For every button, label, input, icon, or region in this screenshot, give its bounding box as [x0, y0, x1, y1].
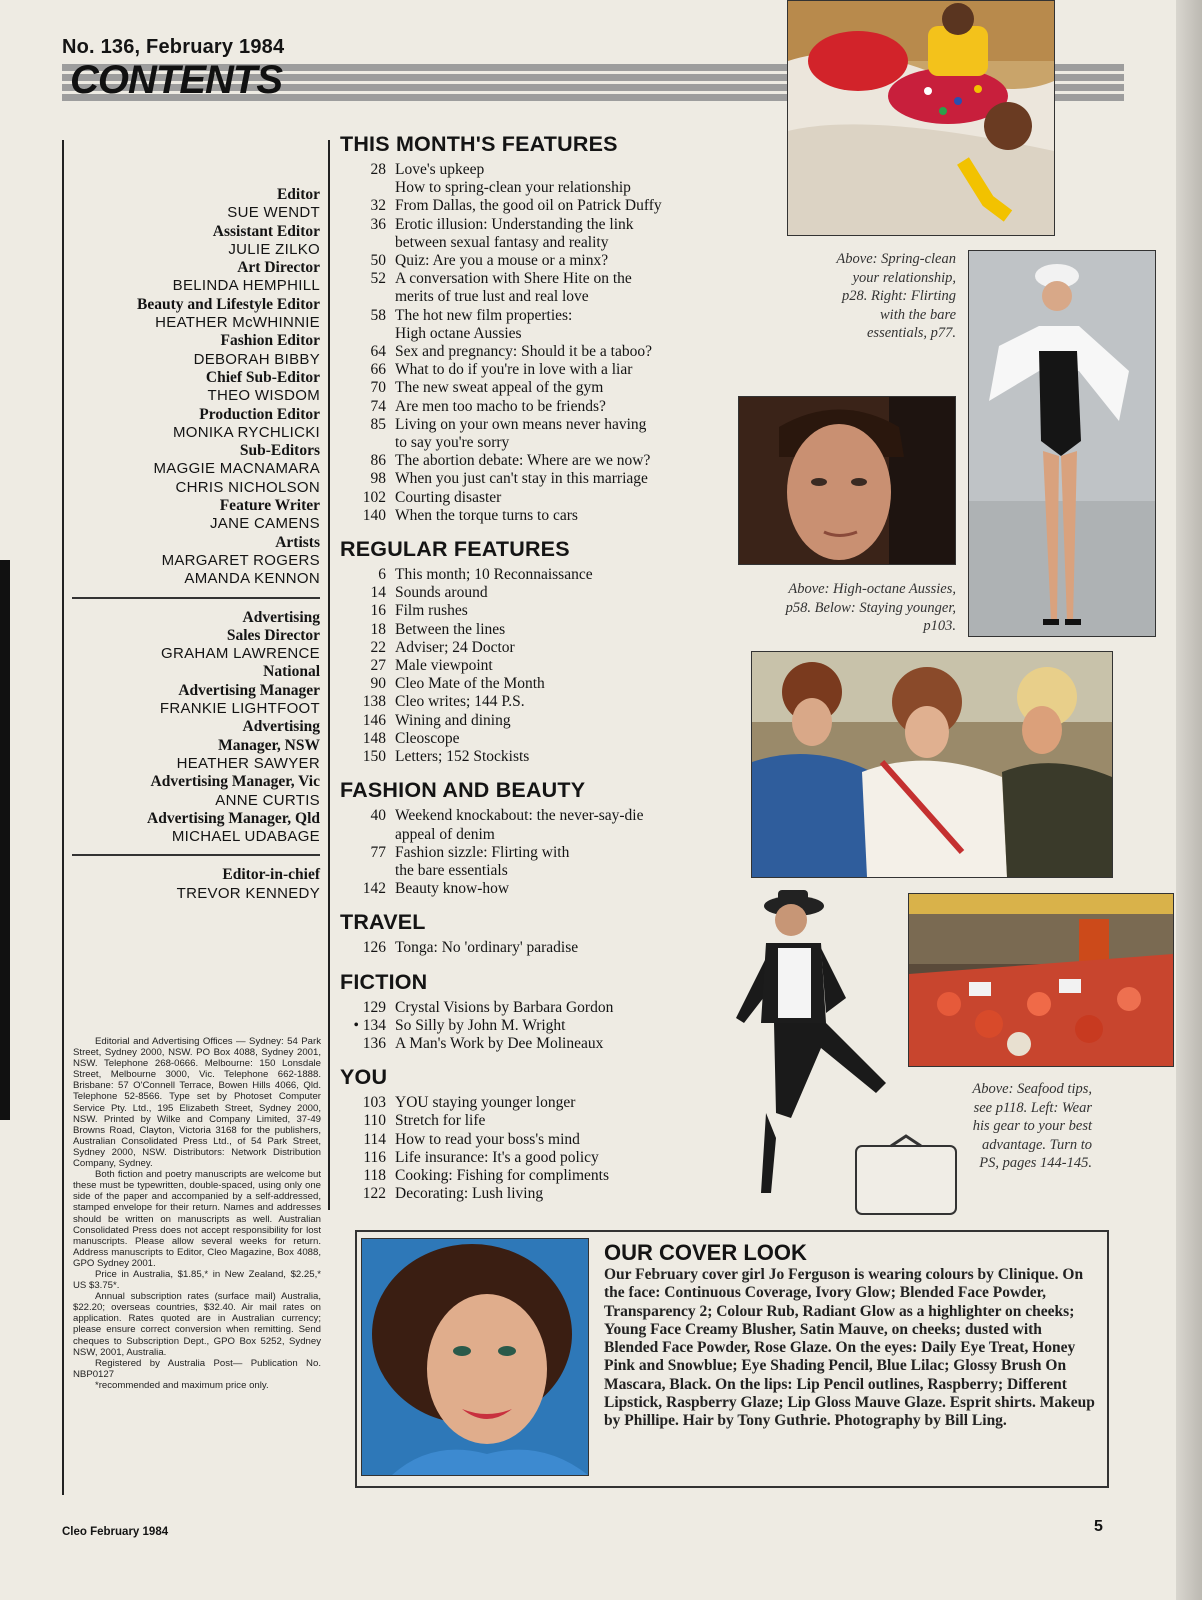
item-title-line: Sounds around: [395, 584, 488, 602]
section-title: REGULAR FEATURES: [340, 537, 570, 562]
item-title-line: Cleo writes; 144 P.S.: [395, 693, 525, 711]
credit-role: Sub-Editors: [239, 442, 320, 460]
offices-paragraph: Both fiction and poetry manuscripts are welcome but these must be typewritten, double-spaced, using only one side of the paper and accompanied by a self-addressed, stamped envelope for their return. Names and addresses should be written on manuscripts as well. Australian Consolidated Press does not accept responsibility for lost manuscripts. Please allow several weeks for return. Address manuscripts to Editor, Cleo Magazine, Box 4088, GPO Sydney 2001.: [73, 1169, 321, 1269]
item-title: [395, 1017, 740, 1035]
item-page-number: 148: [362, 729, 386, 747]
item-page-number: 140: [362, 506, 386, 524]
offices-small-print: [73, 1036, 321, 1391]
item-page-number: 110: [363, 1112, 386, 1130]
item-title-line: How to read your boss's mind: [395, 1130, 580, 1148]
item-title-line: merits of true lust and real love: [395, 288, 589, 306]
item-title-line: to say you're sorry: [395, 434, 510, 452]
item-title: [395, 999, 740, 1017]
cover-look-title: OUR COVER LOOK: [604, 1240, 807, 1265]
contents-item: [340, 507, 740, 525]
footer-magazine-date: Cleo February 1984: [62, 1526, 169, 1538]
credit-name: GRAHAM LAWRENCE: [161, 645, 320, 663]
item-title: [395, 252, 740, 270]
contents-item: [340, 1131, 740, 1149]
item-page-number: 50: [370, 252, 386, 270]
credit-role: Chief Sub-Editor: [205, 368, 320, 386]
item-title: [395, 416, 740, 452]
item-title: [395, 880, 740, 898]
contents-item: [340, 807, 740, 843]
credits-divider: [72, 854, 320, 856]
offices-paragraph: Annual subscription rates (surface mail) Australia, $22.20; overseas countries, $32.40. Air mail rates on application. Rates quoted are in Australian currency; please ensure correct conversion when remitting. Send cheques to Subscription Dept., GPO Box 5252, Sydney NSW, 2001, Australia.: [73, 1291, 321, 1358]
item-page-number: 16: [370, 602, 386, 620]
photo-cover-girl: [361, 1238, 589, 1476]
contents-item: [340, 1112, 740, 1130]
contents-item: [340, 880, 740, 898]
section-title: FASHION AND BEAUTY: [340, 778, 586, 803]
item-title-line: Fashion sizzle: Flirting with: [395, 843, 570, 861]
item-title: [395, 807, 740, 843]
contents-section: [340, 1065, 740, 1203]
item-title-line: Are men too macho to be friends?: [395, 397, 606, 415]
contents-item: [340, 748, 740, 766]
photo-high-octane: [738, 396, 956, 565]
item-title-line: What to do if you're in love with a liar: [395, 361, 633, 379]
photo-his-gear-image: [716, 888, 966, 1218]
credit-name: JANE CAMENS: [210, 515, 320, 533]
item-title: [395, 639, 740, 657]
photo-cover-girl-image: [362, 1239, 588, 1475]
item-page-number: 146: [362, 711, 386, 729]
section-title: YOU: [340, 1065, 388, 1090]
credit-role: Advertising: [242, 608, 320, 626]
credit-name: AMANDA KENNON: [184, 570, 320, 588]
contents-item: [340, 361, 740, 379]
item-title-line: Life insurance: It's a good policy: [395, 1148, 599, 1166]
contents-item: [340, 470, 740, 488]
contents-item: [340, 197, 740, 215]
item-title: [395, 748, 740, 766]
item-page-number: 85: [370, 415, 386, 433]
credit-role: Manager, NSW: [218, 736, 320, 754]
item-page-number: 150: [362, 748, 386, 766]
contents-item: [340, 1017, 740, 1035]
contents-item: [340, 1167, 740, 1185]
item-page-number: 18: [370, 620, 386, 638]
item-title-line: The new sweat appeal of the gym: [395, 379, 604, 397]
item-title: [395, 1149, 740, 1167]
credit-role: Feature Writer: [219, 497, 320, 515]
item-title-line: A conversation with Shere Hite on the: [395, 270, 632, 288]
item-title-line: between sexual fantasy and reality: [395, 233, 609, 251]
item-title-line: From Dallas, the good oil on Patrick Duffy: [395, 197, 662, 215]
item-page-number: 27: [370, 657, 386, 675]
credit-name: JULIE ZILKO: [228, 240, 320, 258]
item-title-line: Living on your own means never having: [395, 415, 647, 433]
credit-role: Editor-in-chief: [222, 866, 320, 884]
contents-item: [340, 693, 740, 711]
item-title-line: Quiz: Are you a mouse or a minx?: [395, 252, 609, 270]
item-title: [395, 379, 740, 397]
item-title-line: Film rushes: [395, 602, 468, 620]
item-title-line: YOU staying younger longer: [395, 1094, 576, 1112]
item-title: [395, 270, 740, 306]
page-edge: [1176, 0, 1202, 1600]
item-title: [395, 489, 740, 507]
credit-name: BELINDA HEMPHILL: [172, 277, 320, 295]
item-title: [395, 343, 740, 361]
credit-name: MONIKA RYCHLICKI: [172, 423, 320, 441]
item-page-number: 14: [370, 584, 386, 602]
item-title: [395, 939, 740, 957]
caption-spring-clean: Above: Spring-clean your relationship, p28. Right: Flirting with the bare essentials, p77.: [836, 251, 956, 341]
item-title-line: Cooking: Fishing for compliments: [395, 1166, 609, 1184]
photo-spring-clean: [787, 0, 1055, 236]
caption-high-octane: Above: High-octane Aussies, p58. Below: Staying younger, p103.: [785, 581, 956, 634]
item-title-line: Decorating: Lush living: [395, 1185, 544, 1203]
item-title: [395, 584, 740, 602]
item-title-line: Tonga: No 'ordinary' paradise: [395, 939, 579, 957]
center-column-rule: [328, 140, 330, 1210]
item-title-line: Wining and dining: [395, 711, 511, 729]
item-page-number: 58: [370, 306, 386, 324]
contents-section: [340, 970, 740, 1054]
contents-item: [340, 1185, 740, 1203]
item-title-line: Courting disaster: [395, 488, 502, 506]
issue-line: No. 136, February 1984: [62, 36, 285, 58]
contents-listing: [340, 132, 740, 1215]
item-title: [395, 844, 740, 880]
photo-bare-essentials-image: [969, 251, 1155, 636]
credit-name: MICHAEL UDABAGE: [171, 828, 320, 846]
item-title: [395, 452, 740, 470]
contents-item: [340, 343, 740, 361]
contents-item: [340, 939, 740, 957]
page-title: CONTENTS: [70, 58, 282, 102]
credit-name: THEO WISDOM: [207, 387, 320, 405]
item-title: [395, 621, 740, 639]
credit-role: Advertising Manager, Vic: [150, 773, 320, 791]
contents-item: [340, 602, 740, 620]
item-title: [395, 470, 740, 488]
credits-divider: [72, 597, 320, 599]
item-title-line: Between the lines: [395, 620, 506, 638]
credit-name: HEATHER McWHINNIE: [155, 314, 320, 332]
credit-role: Production Editor: [199, 405, 320, 423]
photo-high-octane-image: [739, 397, 955, 564]
contents-item: [340, 452, 740, 470]
item-title-line: How to spring-clean your relationship: [395, 179, 631, 197]
credit-name: MARGARET ROGERS: [161, 551, 320, 569]
credit-name: DEBORAH BIBBY: [193, 350, 320, 368]
offices-paragraph: Editorial and Advertising Offices — Sydney: 54 Park Street, Sydney 2000, NSW. PO Box 4088, Sydney 2001, NSW. Telephone 268-0666. Melbourne: 150 Lonsdale Street, Melbourne 3000, Vic. Telephone 662-1888. Brisbane: 57 O'Connell Terrace, Bowen Hills 4066, Qld. Telephone 52-8566. Type set by Photoset Computer Service Pty. Ltd., 195 Elizabeth Street, Sydney 2000, NSW. Printed by Wilke and Company Limited, 37-49 Browns Road, Clayton, Victoria 3168 for the publishers, Australian Consolidated Press Ltd., of 54 Park Street, Sydney 2000, NSW. Distributors: Network Distribution Company, Sydney.: [73, 1036, 321, 1170]
item-page-number: 74: [370, 397, 386, 415]
contents-item: [340, 621, 740, 639]
contents-item: [340, 1094, 740, 1112]
caption-seafood: Above: Seafood tips, see p118. Left: Wear his gear to your best advantage. Turn to PS, pages 144-145.: [972, 1081, 1092, 1171]
item-page-number: 116: [363, 1148, 386, 1166]
credit-role: National: [263, 663, 320, 681]
photo-his-gear: [716, 888, 966, 1218]
contents-item: [340, 252, 740, 270]
item-title: [395, 1094, 740, 1112]
credit-name: TREVOR KENNEDY: [176, 884, 320, 902]
contents-section: [340, 778, 740, 898]
item-title-line: The hot new film properties:: [395, 306, 573, 324]
item-title-line: Cleo Mate of the Month: [395, 675, 545, 693]
contents-item: [340, 712, 740, 730]
credit-role: Advertising Manager: [178, 681, 320, 699]
item-title: [395, 566, 740, 584]
item-page-number: 64: [370, 343, 386, 361]
page-number: 5: [1094, 1518, 1103, 1535]
contents-item: [340, 844, 740, 880]
item-title: [395, 1035, 740, 1053]
item-page-number: • 134: [353, 1016, 386, 1034]
item-page-number: 138: [362, 693, 386, 711]
section-title: FICTION: [340, 969, 428, 994]
item-title: [395, 398, 740, 416]
item-page-number: 22: [370, 638, 386, 656]
credit-name: FRANKIE LIGHTFOOT: [159, 700, 320, 718]
contents-item: [340, 489, 740, 507]
item-title-line: Beauty know-how: [395, 880, 510, 898]
credit-name: ANNE CURTIS: [215, 791, 320, 809]
item-page-number: 114: [363, 1130, 386, 1148]
item-title-line: When you just can't stay in this marriage: [395, 470, 648, 488]
contents-item: [340, 161, 740, 197]
contents-item: [340, 398, 740, 416]
item-title: [395, 1167, 740, 1185]
item-title-line: appeal of denim: [395, 825, 495, 843]
credit-name: HEATHER SAWYER: [176, 754, 320, 772]
item-title: [395, 657, 740, 675]
contents-section: [340, 910, 740, 957]
item-title-line: Crystal Visions by Barbara Gordon: [395, 998, 614, 1016]
contents-item: [340, 566, 740, 584]
credit-role: Assistant Editor: [212, 222, 320, 240]
item-page-number: 32: [370, 197, 386, 215]
item-title: [395, 307, 740, 343]
item-title: [395, 161, 740, 197]
contents-item: [340, 216, 740, 252]
contents-item: [340, 416, 740, 452]
item-page-number: 6: [378, 566, 386, 584]
credit-role: Advertising Manager, Qld: [147, 809, 320, 827]
credit-name: MAGGIE MACNAMARA: [153, 460, 320, 478]
item-title: [395, 1131, 740, 1149]
credit-role: Fashion Editor: [220, 332, 320, 350]
item-title-line: When the torque turns to cars: [395, 506, 578, 524]
contents-item: [340, 999, 740, 1017]
offices-paragraph: Registered by Australia Post— Publication No. NBP0127: [73, 1357, 321, 1380]
contents-item: [340, 657, 740, 675]
credit-role: Art Director: [237, 259, 320, 277]
item-page-number: 126: [362, 939, 386, 957]
offices-paragraph: Price in Australia, $1.85,* in New Zealand, $2.25,* US $3.75*.: [73, 1268, 321, 1292]
contents-item: [340, 584, 740, 602]
photo-bare-essentials: [968, 250, 1156, 637]
credit-role: Advertising: [242, 718, 320, 736]
contents-section: [340, 537, 740, 766]
item-title-line: Cleoscope: [395, 729, 460, 747]
item-title: [395, 730, 740, 748]
credit-role: Sales Director: [226, 626, 320, 644]
contents-item: [340, 270, 740, 306]
item-title: [395, 602, 740, 620]
offices-paragraph: *recommended and maximum price only.: [95, 1379, 269, 1391]
photo-denim-knockabout: [751, 651, 1113, 878]
credit-role: Beauty and Lifestyle Editor: [137, 295, 320, 313]
section-title: THIS MONTH'S FEATURES: [340, 132, 618, 156]
credit-name: CHRIS NICHOLSON: [175, 478, 320, 496]
item-page-number: 129: [362, 998, 386, 1016]
item-page-number: 36: [370, 215, 386, 233]
photo-spring-clean-image: [788, 1, 1054, 235]
contents-item: [340, 379, 740, 397]
item-title: [395, 361, 740, 379]
credit-role: Artists: [275, 533, 320, 551]
contents-item: [340, 1035, 740, 1053]
item-title: [395, 1185, 740, 1203]
item-title-line: the bare essentials: [395, 861, 508, 879]
item-title-line: Sex and pregnancy: Should it be a taboo?: [395, 343, 652, 361]
item-title-line: Stretch for life: [395, 1112, 486, 1130]
contents-item: [340, 307, 740, 343]
item-title-line: The abortion debate: Where are we now?: [395, 452, 651, 470]
item-page-number: 66: [370, 361, 386, 379]
item-page-number: 103: [362, 1094, 386, 1112]
item-page-number: 40: [370, 807, 386, 825]
credit-role: Editor: [276, 186, 320, 203]
item-page-number: 142: [362, 880, 386, 898]
item-title-line: Male viewpoint: [395, 657, 493, 675]
item-title: [395, 197, 740, 215]
item-title: [395, 675, 740, 693]
item-page-number: 86: [370, 452, 386, 470]
item-title-line: Weekend knockabout: the never-say-die: [395, 807, 644, 825]
item-title-line: High octane Aussies: [395, 324, 522, 342]
item-title-line: This month; 10 Reconnaissance: [395, 566, 593, 584]
item-page-number: 90: [370, 675, 386, 693]
item-page-number: 77: [370, 843, 386, 861]
item-title: [395, 712, 740, 730]
item-page-number: 28: [370, 161, 386, 178]
item-title: [395, 693, 740, 711]
item-title-line: So Silly by John M. Wright: [395, 1016, 566, 1034]
contents-item: [340, 639, 740, 657]
item-title-line: Adviser; 24 Doctor: [395, 638, 515, 656]
item-title: [395, 216, 740, 252]
contents-item: [340, 675, 740, 693]
item-page-number: 136: [362, 1034, 386, 1052]
cover-look-text: Our February cover girl Jo Ferguson is wearing colours by Clinique. On the face: Continuous Coverage, Ivory Glow; Blended Face Powder, Transparency 2; Colour Rub, Radiant Glow as a highlighter on cheeks; Young Face Creamy Blusher, Satin Mauve, on cheeks; dusted with Blended Face Powder, Rose Glaze. On the eyes: Daily Eye Treat, Honey Pink and Snowblue; Eye Shading Pencil, Blue Lilac; Glossy Brush On Mascara, Black. On the lips: Lip Pencil outlines, Raspberry; Different Lipstick, Raspberry Glaze; Lip Gloss Mauve Glaze. Esprit shirts. Makeup by Phillipe. Hair by Tony Guthrie. Photography by Bill Ling.: [604, 1266, 1095, 1430]
item-title-line: A Man's Work by Dee Molineaux: [395, 1034, 604, 1052]
item-page-number: 98: [370, 470, 386, 488]
section-title: TRAVEL: [340, 910, 426, 935]
contents-item: [340, 730, 740, 748]
left-column-rule: [62, 140, 64, 1495]
contents-section: [340, 132, 740, 525]
item-title: [395, 507, 740, 525]
item-page-number: 70: [370, 379, 386, 397]
item-page-number: 122: [362, 1185, 386, 1203]
staff-credits: [72, 186, 320, 903]
item-title-line: Erotic illusion: Understanding the link: [395, 215, 634, 233]
item-title-line: Love's upkeep: [395, 161, 485, 178]
item-page-number: 102: [362, 488, 386, 506]
photo-denim-knockabout-image: [752, 652, 1112, 877]
credit-name: SUE WENDT: [227, 204, 320, 222]
item-page-number: 118: [363, 1166, 386, 1184]
item-title-line: Letters; 152 Stockists: [395, 748, 530, 766]
page-binding-shadow: [0, 560, 10, 1120]
contents-item: [340, 1149, 740, 1167]
item-title: [395, 1112, 740, 1130]
item-page-number: 52: [370, 270, 386, 288]
